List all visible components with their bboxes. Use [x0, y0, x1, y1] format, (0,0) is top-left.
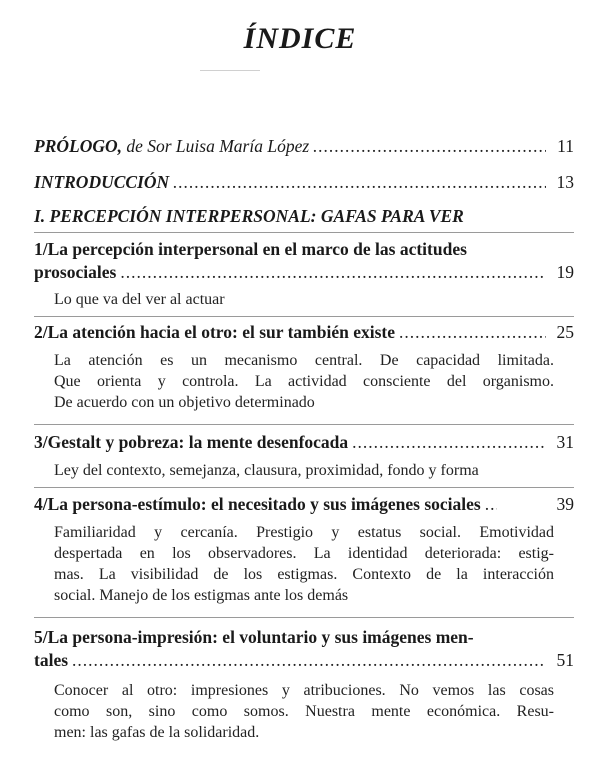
summary-line: despertada en los observadores. La identidad deteriorada: estig- — [54, 545, 554, 562]
page-number: 39 — [556, 494, 574, 514]
leader-dots — [120, 261, 546, 284]
prologue-author: de Sor Luisa María López — [126, 136, 310, 156]
divider — [34, 487, 574, 488]
leader-dots — [485, 494, 497, 515]
introduction-label: INTRODUCCIÓN — [34, 172, 170, 192]
summary-line: como son, sino como somos. Nuestra mente económica. Resu- — [54, 703, 554, 720]
toc-entry-chapter-1[interactable] — [34, 238, 574, 284]
summary-line: men: las gafas de la solidaridad. — [54, 724, 260, 741]
page-number: 25 — [556, 322, 574, 342]
toc-entry-prologue[interactable] — [34, 136, 574, 157]
toc-entry-chapter-4[interactable] — [34, 494, 574, 515]
leader-dots — [399, 322, 546, 343]
chapter-summary — [54, 522, 554, 606]
summary-line: De acuerdo con un objetivo determinado — [54, 394, 315, 411]
summary-line: La atención es un mecanismo central. De capacidad limitada. — [54, 352, 554, 369]
chapter-title: 2/La atención hacia el otro: el sur también existe — [34, 322, 395, 342]
summary-line: Conocer al otro: impresiones y atribuciones. No vemos las cosas — [54, 682, 554, 699]
prologue-label: PRÓLOGO, — [34, 136, 122, 156]
summary-line: Familiaridad y cercanía. Prestigio y estatus social. Emotividad — [54, 524, 554, 541]
summary-line: Lo que va del ver al actuar — [54, 291, 225, 308]
chapter-title: 3/Gestalt y pobreza: la mente desenfocada — [34, 432, 349, 452]
summary-line: social. Manejo de los estigmas ante los demás — [54, 587, 349, 604]
chapter-summary — [54, 460, 554, 481]
summary-line: Ley del contexto, semejanza, clausura, proximidad, fondo y forma — [54, 462, 479, 479]
chapter-title: 1/La percepción interpersonal en el marco de las actitudes — [34, 239, 467, 259]
page-number: 19 — [556, 262, 574, 282]
chapter-title-cont: prosociales — [34, 262, 117, 282]
chapter-title: 5/La persona-impresión: el voluntario y sus imágenes men- — [34, 627, 474, 647]
chapter-summary — [54, 289, 554, 310]
chapter-title: 4/La persona-estímulo: el necesitado y sus imágenes sociales — [34, 494, 481, 514]
divider — [34, 424, 574, 425]
page-number: 51 — [556, 650, 574, 670]
scan-artifact — [200, 70, 260, 71]
page-number: 31 — [556, 432, 574, 452]
summary-line: mas. La visibilidad de los estigmas. Contexto de la interacción — [54, 566, 554, 583]
divider — [34, 232, 574, 233]
divider — [34, 316, 574, 317]
toc-entry-chapter-3[interactable] — [34, 432, 574, 453]
leader-dots — [173, 172, 546, 193]
page-number: 11 — [557, 136, 574, 156]
toc-entry-chapter-2[interactable] — [34, 322, 574, 343]
page-title: ÍNDICE — [243, 22, 357, 55]
toc-entry-chapter-5[interactable] — [34, 626, 574, 672]
leader-dots — [352, 432, 546, 453]
leader-dots — [313, 136, 546, 157]
chapter-summary — [54, 680, 554, 743]
chapter-title-cont: tales — [34, 650, 69, 670]
page-number: 13 — [556, 172, 574, 192]
summary-line: Que orienta y controla. La actividad consciente del organismo. — [54, 373, 554, 390]
divider — [34, 617, 574, 618]
leader-dots — [72, 649, 546, 672]
part-heading — [34, 206, 574, 227]
toc-entry-introduction[interactable] — [34, 172, 574, 193]
part-heading-label: I. PERCEPCIÓN INTERPERSONAL: GAFAS PARA VER — [34, 206, 464, 226]
chapter-summary — [54, 350, 554, 413]
